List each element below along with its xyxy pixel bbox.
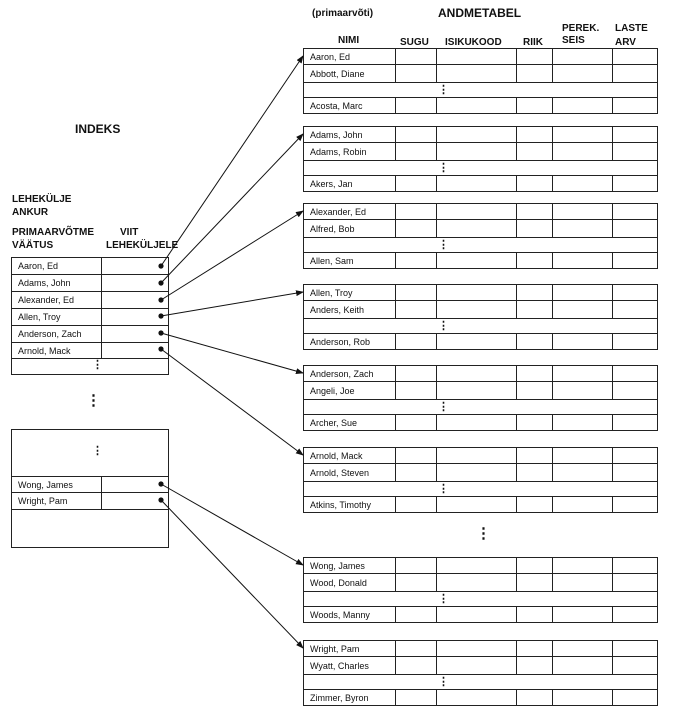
index-blocks-ellipsis: ⋮ (86, 392, 101, 409)
index-title: INDEKS (75, 122, 121, 136)
page-entry: Anderson, Zach (310, 368, 374, 379)
page-entry: Wood, Donald (310, 577, 367, 588)
page-entry: Archer, Sue (310, 418, 358, 428)
data-table-title: ANDMETABEL (438, 6, 522, 20)
page-entry: Zimmer, Byron (310, 693, 369, 703)
pointer-arrow (161, 349, 303, 455)
primary-key-label: (primaarvõti) (312, 8, 374, 19)
column-laste-line1: LASTE (615, 23, 648, 34)
page-ellipsis: ⋮ (438, 239, 449, 251)
page-entry: Arnold, Mack (310, 450, 363, 461)
page-entry: Alexander, Ed (310, 206, 367, 217)
column-nimi: NIMI (338, 35, 360, 46)
column-perek-line2: SEIS (562, 35, 585, 46)
index-entry: Aaron, Ed (18, 261, 59, 271)
page-entry: Alfred, Bob (310, 223, 355, 234)
column-laste-line2: ARV (615, 37, 636, 48)
ref-label-line2: LEHEKÜLJELE (106, 240, 179, 251)
page-anchor-label-line2: ANKUR (12, 207, 49, 218)
index-entry: Alexander, Ed (18, 295, 75, 305)
page-entry: Atkins, Timothy (310, 500, 372, 510)
index-entry: Wright, Pam (18, 496, 68, 506)
page-ellipsis: ⋮ (438, 84, 449, 96)
index-entry: Anderson, Zach (18, 329, 82, 339)
index-ellipsis: ⋮ (92, 445, 103, 457)
index-ellipsis: ⋮ (92, 359, 103, 371)
pointer-arrow (161, 211, 303, 300)
pointer-arrow (161, 56, 303, 266)
index-entry: Adams, John (18, 278, 71, 288)
index-entry: Allen, Troy (18, 312, 61, 322)
page-entry: Abbott, Diane (310, 68, 365, 79)
page-ellipsis: ⋮ (438, 593, 449, 605)
page-entry: Wyatt, Charles (310, 660, 369, 671)
page-entry: Acosta, Marc (310, 101, 363, 111)
page-anchor-label-line1: LEHEKÜLJE (12, 194, 72, 205)
page-entry: Angeli, Joe (310, 385, 355, 396)
column-riik: RIIK (523, 37, 543, 48)
page-entry: Wright, Pam (310, 643, 360, 654)
page-entry: Anderson, Rob (310, 337, 371, 347)
column-perek-line1: PEREK. (562, 23, 600, 34)
page-entry: Woods, Manny (310, 610, 370, 620)
pointer-arrow (161, 333, 303, 373)
page-entry: Allen, Troy (310, 287, 353, 298)
index-entry: Arnold, Mack (18, 345, 71, 356)
page-entry: Adams, Robin (310, 146, 367, 157)
column-isikukood: ISIKUKOOD (445, 37, 502, 48)
pointer-arrow (161, 292, 303, 316)
page-ellipsis: ⋮ (438, 676, 449, 688)
page-ellipsis: ⋮ (438, 162, 449, 174)
index-entry: Wong, James (18, 479, 73, 490)
page-entry: Aaron, Ed (310, 51, 351, 62)
pointer-arrow (161, 484, 303, 565)
page-entry: Allen, Sam (310, 256, 354, 266)
page-entry: Adams, John (310, 129, 363, 140)
pages-ellipsis: ⋮ (476, 525, 491, 542)
ref-label-line1: VIIT (120, 227, 139, 238)
pointer-arrow (161, 134, 303, 283)
pk-value-label-line1: PRIMAARVÕTME (12, 227, 95, 238)
page-entry: Wong, James (310, 560, 365, 571)
pk-value-label-line2: VÄÄTUS (12, 240, 54, 251)
page-entry: Akers, Jan (310, 179, 353, 189)
page-entry: Arnold, Steven (310, 467, 370, 478)
page-ellipsis: ⋮ (438, 401, 449, 413)
page-ellipsis: ⋮ (438, 320, 449, 332)
pointer-arrow (161, 500, 303, 648)
page-entry: Anders, Keith (310, 304, 365, 315)
page-ellipsis: ⋮ (438, 483, 449, 495)
column-sugu: SUGU (400, 37, 429, 48)
